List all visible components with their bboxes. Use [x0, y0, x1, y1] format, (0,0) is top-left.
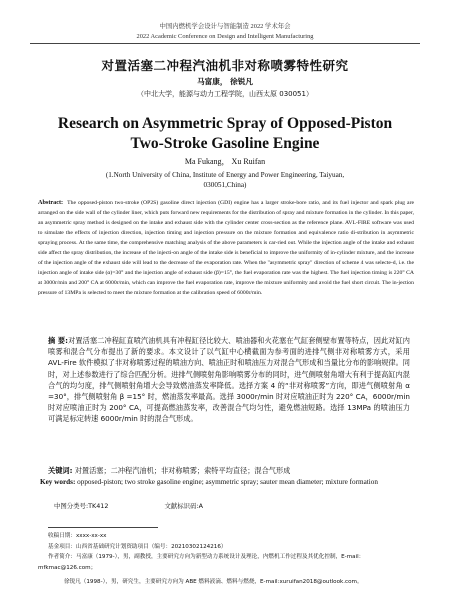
- keywords-cn-text: 对置活塞；二冲程汽油机；非对称喷雾；索特平均直径；混合气形成: [74, 466, 291, 475]
- footnote-fund: 基金项目：山西省基础研究计划资助项目（编号：20210302124216）: [48, 543, 227, 550]
- footnotes: [38, 531, 418, 588]
- keywords-en-label: Key words:: [40, 478, 76, 486]
- document-code-label: 文献标识码:: [164, 502, 199, 510]
- conference-header-en: 2022 Academic Conference on Design and Intelligent Manufacturing: [136, 33, 314, 40]
- abstract-cn-label: 摘 要:: [48, 336, 69, 345]
- footnote-rule: [48, 527, 158, 528]
- document-code-value: A: [198, 502, 203, 510]
- abstract-en: [38, 198, 414, 298]
- footnote-author2: 徐锐凡（1998-），男，研究生，主要研究方向为 ABE 燃料液滴、燃料与燃烧，E-mail:xuruifan2018@outlook.com。: [64, 579, 363, 586]
- keywords-cn: [48, 466, 410, 477]
- paper-title-en-line2: Two-Stroke Gasoline Engine: [130, 135, 320, 152]
- footnote-received: 收稿日期：xxxx-xx-xx: [48, 533, 107, 539]
- authors-en: Ma Fukang， Xu Ruifan: [184, 157, 266, 166]
- classification-value: TK412: [88, 502, 109, 510]
- affiliation-en-line1: (1.North University of China, Institute of Energy and Power Engineering, Taiyuan,: [105, 171, 345, 179]
- abstract-cn-text: 对置活塞二冲程缸直喷汽油机具有冲程缸径比较大、喷油器和火花塞在气缸套侧壁布置等特点，因此对缸内喷雾和混合气分布提出了新的要求。本文设计了以气缸中心横截面为参考面的进排气侧非对称喷雾方式，采用 AVL-Fire 软件模拟了非对称喷雾过程的喷油方向、喷油正时和喷油压力对混合气形成和当量比分布的影响规律。同时，对上述参数进行了综合匹配分析。进排气侧喷射角影响喷雾分布的同时，进气侧喷射角增大有利于提高缸内混合气的均匀度，排气侧喷射角增大会导致燃油蒸发率降低。选择方案 4 的“非对称喷雾”方向，即进气侧喷射角 α =30°，排气侧喷射角 β =15° 时，燃油蒸发率最高。选择 3000r/min 时对应喷油正时为 220° CA，6000r/min 时对应喷油正时为 200° CA，可提高燃油蒸发率，改善混合气均匀性，避免燃油短路。选择 13MPa 的喷油压力可满足标定转速 6000r/min 时的混合气形成。: [48, 336, 410, 424]
- classification-line: [54, 501, 203, 510]
- authors-cn: 马富康， 徐锐凡: [197, 77, 253, 86]
- header-rule: [30, 43, 420, 44]
- footnote-author1-line1: 作者简介：马富康（1979-），男，副教授，主要研究方向为新型动力系统设计及理论，内燃机工作过程及其优化控制，E-mail：: [48, 554, 365, 561]
- keywords-cn-label: 关键词:: [48, 466, 73, 475]
- conference-header-cn: 中国内燃机学会设计与智能制造 2022 学术年会: [159, 23, 291, 30]
- paper-title-en-line1: Research on Asymmetric Spray of Opposed-Piston: [57, 115, 393, 132]
- keywords-en: [40, 478, 412, 488]
- abstract-cn: [48, 335, 410, 425]
- abstract-en-text: The opposed-piston two-stroke (OP2S) gasoline direct injection (GDI) engine has a larger stroke-bore ratio, and its fuel injector and spark plug are arranged on the side wall of the cylinder liner, which puts forward new requirements for the distribution of spray and mixture formation in the cylinder. In this paper, an asymmetric spray method is designed on the intake and exhaust side with the cylinder center cross-section as the reference plane. AVL-FIRE software was used to simulate the effects of injection direction, injection timing and injection pressure on the mixture formation and equivalence ratio di-stribution in asymmetric spraying process. At the same time, the comprehensive matching analysis of the above parameters is car-ried out. While the injection angle of the intake and exhaust side affect the spray distribution, the increase of the injecti-on angle of the intake side is beneficial to improve the uniformity of in-cylinder mixture, and the increase of the injection angle of the exhaust side will lead to the decrease of the evaporation rate. When the "asymmetric spray" direction of scheme 4 was selecte-d, i.e. the injection angle of intake side (α)=30° and the injection angle of exhaust side (β)=15°, the fuel evaporation rate was the highest. The fuel injection timing is 220° CA at 3000r/min and 200° CA at 6000r/min, which can improve the fuel evaporation rate, improve the mixture uniformity and avoid the fuel short circuit. The in-jection pressure of 13MPa is selected to meet the mixture formation at the calibration speed of 6000r/min.: [38, 200, 414, 296]
- keywords-en-text: opposed-piston; two stroke gasoline engine; asymmetric spray; sauter mean diameter; mixture formation: [77, 478, 378, 486]
- classification-label: 中图分类号:: [54, 502, 89, 510]
- abstract-en-label: Abstract:: [38, 199, 64, 206]
- affiliation-cn: （中北大学，能源与动力工程学院，山西太原 030051）: [137, 90, 313, 98]
- paper-title-cn: 对置活塞二冲程汽油机非对称喷雾特性研究: [101, 58, 349, 73]
- footnote-author1-line2: mfkmac@126.com；: [38, 564, 97, 571]
- affiliation-en-line2: 030051,China): [203, 181, 247, 189]
